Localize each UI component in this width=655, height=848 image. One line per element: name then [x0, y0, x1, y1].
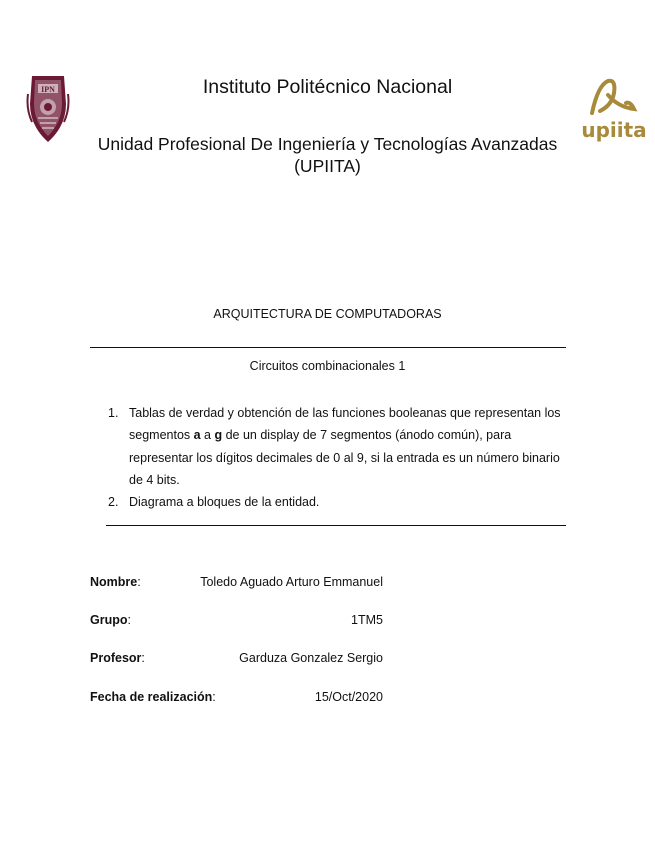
professor-label: Profesor:: [90, 651, 145, 665]
task-item-2: 2. Diagrama a bloques de la entidad.: [108, 491, 563, 513]
divider-top: [90, 347, 566, 348]
task-list: [108, 402, 563, 513]
unit-title: Unidad Profesional De Ingeniería y Tecnologías Avanzadas (UPIITA): [97, 134, 558, 176]
info-row-date: [90, 690, 383, 708]
task-number: 1.: [108, 406, 119, 420]
date-value: 15/Oct/2020: [314, 690, 383, 704]
assignment-subtitle: Circuitos combinacionales 1: [249, 359, 406, 373]
course-title: ARQUITECTURA DE COMPUTADORAS: [213, 307, 442, 321]
group-label: Grupo:: [90, 613, 131, 627]
info-row-professor: [90, 651, 383, 669]
task-item-1: 1. Tablas de verdad y obtención de las funciones booleanas que representan los segmentos a a g de un display de 7 segmentos (ánodo común), para representar los dígitos decimales de 0 al 9, si la entrada es un número binario de 4 bits.: [108, 402, 563, 491]
name-label: Nombre:: [90, 575, 141, 589]
svg-text:IPN: IPN: [41, 85, 55, 94]
date-label: Fecha de realización:: [90, 690, 216, 704]
svg-text:upiita: upiita: [581, 118, 647, 142]
info-row-name: [90, 575, 383, 593]
divider-bottom: [106, 525, 566, 526]
name-value: Toledo Aguado Arturo Emmanuel: [200, 575, 383, 589]
info-row-group: [90, 613, 383, 631]
institution-title: Instituto Politécnico Nacional: [202, 76, 453, 98]
professor-value: Garduza Gonzalez Sergio: [239, 651, 383, 665]
group-value: 1TM5: [351, 613, 383, 627]
task-number: 2.: [108, 495, 119, 510]
